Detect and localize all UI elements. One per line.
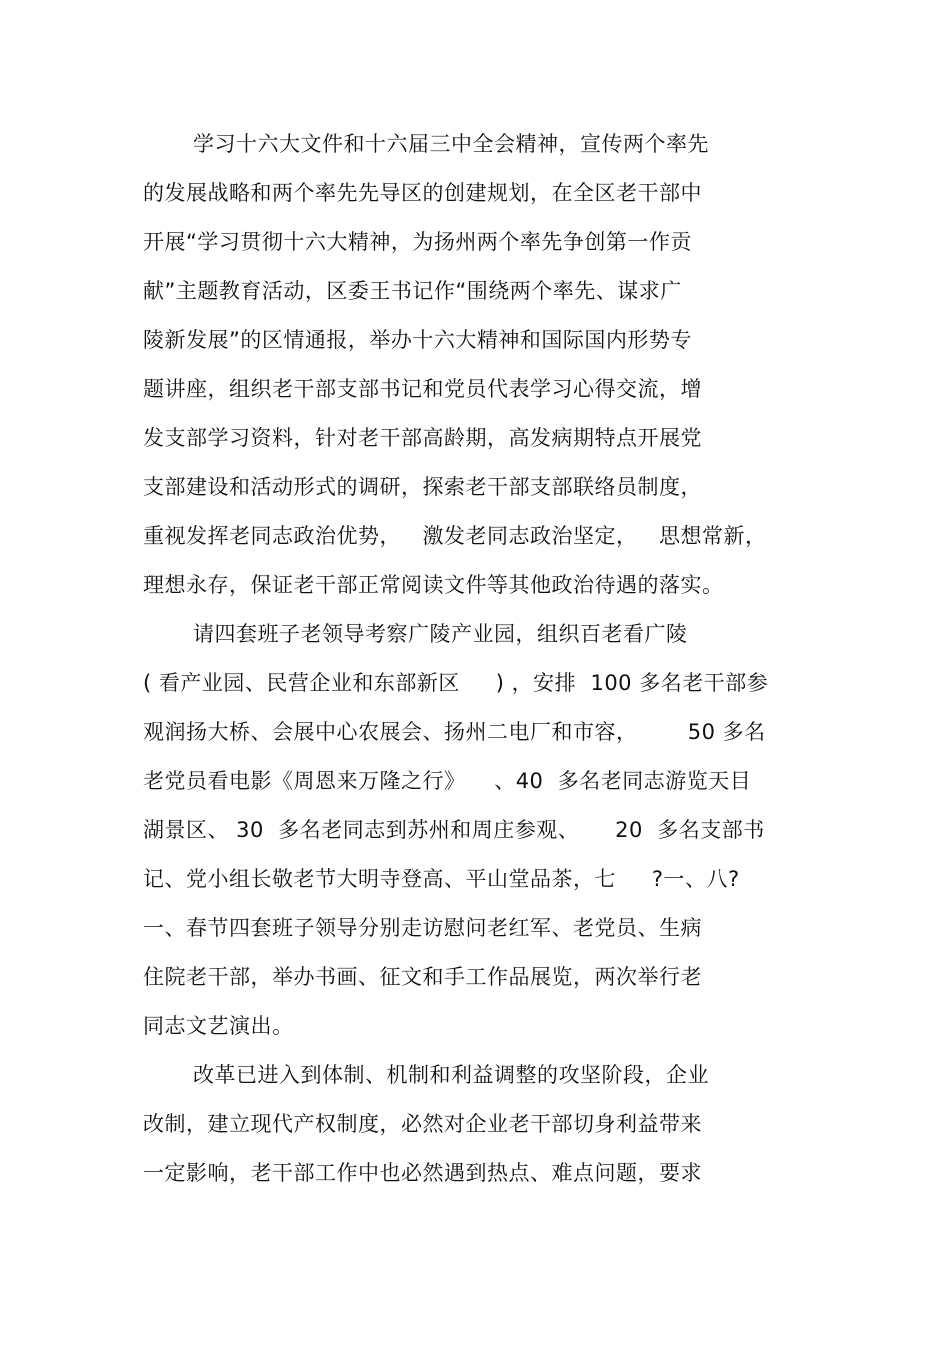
paragraph-line: 理想永存，保证老干部正常阅读文件等其他政治待遇的落实。	[143, 573, 724, 597]
paragraph-line: ( 看产业园、民营企业和东部新区 ) ，安排 100 多名老干部参	[143, 671, 769, 695]
document-body	[143, 120, 823, 1198]
paragraph-line: 的发展战略和两个率先先导区的创建规划，在全区老干部中	[143, 181, 702, 205]
paragraph-line: 观润扬大桥、会展中心农展会、扬州二电厂和市容， 50 多名	[143, 720, 766, 744]
paragraph-line: 献”主题教育活动，区委王书记作“围绕两个率先、谋求广	[143, 279, 682, 303]
paragraph-line: 改革已进入到体制、机制和利益调整的攻坚阶段，企业	[193, 1063, 709, 1087]
paragraph-line: 重视发挥老同志政治优势， 激发老同志政治坚定， 思想常新，	[143, 524, 767, 548]
paragraph-line: 一定影响，老干部工作中也必然遇到热点、难点问题，要求	[143, 1161, 702, 1185]
paragraph-line: 学习十六大文件和十六届三中全会精神，宣传两个率先	[193, 132, 709, 156]
paragraph-line: 题讲座，组织老干部支部书记和党员代表学习心得交流，增	[143, 377, 702, 401]
paragraph-line: 湖景区、 30 多名老同志到苏州和周庄参观、 20 多名支部书	[143, 818, 765, 842]
paragraph-line: 同志文艺演出。	[143, 1014, 294, 1038]
paragraph-line: 一、春节四套班子领导分别走访慰问老红军、老党员、生病	[143, 916, 702, 940]
paragraph-line: 记、党小组长敬老节大明寺登高、平山堂品茶，七 ?一、八?	[143, 867, 740, 891]
paragraph-line: 老党员看电影《周恩来万隆之行》 、40 多名老同志游览天目	[143, 769, 752, 793]
paragraph-line: 改制，建立现代产权制度，必然对企业老干部切身利益带来	[143, 1112, 702, 1136]
paragraph-line: 支部建设和活动形式的调研，探索老干部支部联络员制度，	[143, 475, 702, 499]
paragraph-line: 发支部学习资料，针对老干部高龄期，高发病期特点开展党	[143, 426, 702, 450]
paragraph-line: 请四套班子老领导考察广陵产业园，组织百老看广陵	[193, 622, 688, 646]
paragraph-line: 住院老干部，举办书画、征文和手工作品展览，两次举行老	[143, 965, 702, 989]
paragraph-line: 陵新发展”的区情通报，举办十六大精神和国际国内形势专	[143, 328, 692, 352]
paragraph-line: 开展“学习贯彻十六大精神，为扬州两个率先争创第一作贡	[143, 230, 692, 254]
